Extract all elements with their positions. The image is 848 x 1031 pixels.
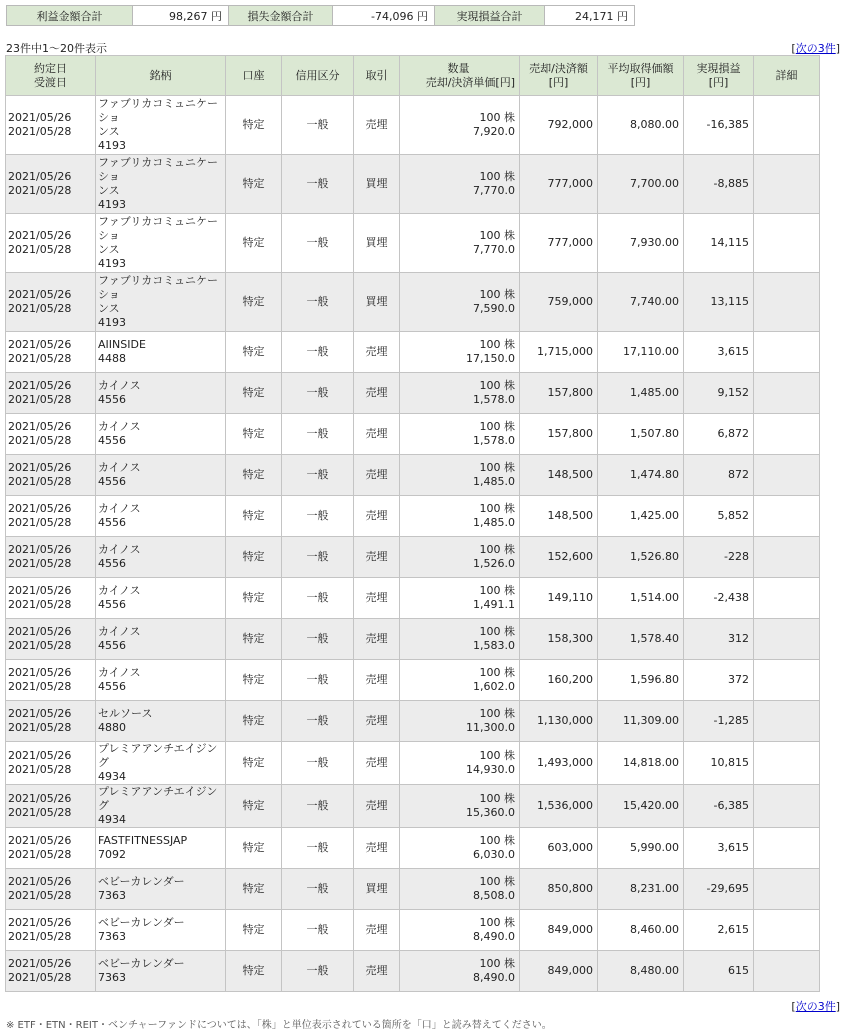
credit-type-cell: 一般 bbox=[282, 455, 354, 496]
avg-cost-cell: 17,110.00 bbox=[598, 332, 684, 373]
avg-cost-cell: 1,578.40 bbox=[598, 619, 684, 660]
security-name-cell: カイノス 4556 bbox=[96, 619, 226, 660]
table-row bbox=[6, 660, 820, 701]
amount-cell: 149,110 bbox=[520, 578, 598, 619]
credit-type-cell: 一般 bbox=[282, 578, 354, 619]
detail-cell bbox=[754, 660, 820, 701]
header-quantity: 数量 売却/決済単価[円] bbox=[400, 56, 520, 96]
security-name-cell: セルソース 4880 bbox=[96, 701, 226, 742]
account-cell: 特定 bbox=[226, 496, 282, 537]
account-cell: 特定 bbox=[226, 455, 282, 496]
quantity-price-cell: 100 株 1,485.0 bbox=[400, 496, 520, 537]
table-row bbox=[6, 537, 820, 578]
credit-type-cell: 一般 bbox=[282, 828, 354, 869]
realized-pl-cell: 3,615 bbox=[684, 332, 754, 373]
realized-pl-cell: 9,152 bbox=[684, 373, 754, 414]
quantity-price-cell: 100 株 1,491.1 bbox=[400, 578, 520, 619]
quantity-price-cell: 100 株 15,360.0 bbox=[400, 785, 520, 828]
security-name-cell: カイノス 4556 bbox=[96, 537, 226, 578]
trade-type-cell: 売埋 bbox=[354, 373, 400, 414]
quantity-price-cell: 100 株 1,578.0 bbox=[400, 414, 520, 455]
detail-cell bbox=[754, 414, 820, 455]
trade-dates-cell: 2021/05/26 2021/05/28 bbox=[6, 414, 96, 455]
avg-cost-cell: 8,460.00 bbox=[598, 910, 684, 951]
trade-dates-cell: 2021/05/26 2021/05/28 bbox=[6, 619, 96, 660]
amount-cell: 603,000 bbox=[520, 828, 598, 869]
account-cell: 特定 bbox=[226, 660, 282, 701]
amount-cell: 158,300 bbox=[520, 619, 598, 660]
realized-pl-cell: 6,872 bbox=[684, 414, 754, 455]
security-name-cell: FASTFITNESSJAP 7092 bbox=[96, 828, 226, 869]
table-row bbox=[6, 496, 820, 537]
quantity-price-cell: 100 株 1,526.0 bbox=[400, 537, 520, 578]
trade-type-cell: 売埋 bbox=[354, 619, 400, 660]
trade-dates-cell: 2021/05/26 2021/05/28 bbox=[6, 373, 96, 414]
avg-cost-cell: 1,514.00 bbox=[598, 578, 684, 619]
amount-cell: 777,000 bbox=[520, 214, 598, 273]
credit-type-cell: 一般 bbox=[282, 951, 354, 992]
account-cell: 特定 bbox=[226, 155, 282, 214]
trade-type-cell: 売埋 bbox=[354, 828, 400, 869]
realized-pl-cell: -8,885 bbox=[684, 155, 754, 214]
security-name-cell: ファブリカコミュニケーショ ンス 4193 bbox=[96, 214, 226, 273]
quantity-price-cell: 100 株 1,602.0 bbox=[400, 660, 520, 701]
amount-cell: 849,000 bbox=[520, 951, 598, 992]
quantity-price-cell: 100 株 8,490.0 bbox=[400, 951, 520, 992]
realized-pl-cell: 10,815 bbox=[684, 742, 754, 785]
detail-cell bbox=[754, 496, 820, 537]
quantity-price-cell: 100 株 1,583.0 bbox=[400, 619, 520, 660]
account-cell: 特定 bbox=[226, 619, 282, 660]
amount-cell: 759,000 bbox=[520, 273, 598, 332]
table-row bbox=[6, 742, 820, 785]
quantity-price-cell: 100 株 8,508.0 bbox=[400, 869, 520, 910]
quantity-price-cell: 100 株 7,770.0 bbox=[400, 214, 520, 273]
detail-cell bbox=[754, 910, 820, 951]
header-credit: 信用区分 bbox=[282, 56, 354, 96]
amount-cell: 148,500 bbox=[520, 496, 598, 537]
detail-cell bbox=[754, 155, 820, 214]
realized-pl-cell: -16,385 bbox=[684, 96, 754, 155]
detail-cell bbox=[754, 869, 820, 910]
detail-cell bbox=[754, 701, 820, 742]
account-cell: 特定 bbox=[226, 214, 282, 273]
table-row bbox=[6, 96, 820, 155]
realized-pl-cell: -6,385 bbox=[684, 785, 754, 828]
net-total-value: 24,171 円 bbox=[545, 6, 635, 26]
detail-cell bbox=[754, 455, 820, 496]
account-cell: 特定 bbox=[226, 96, 282, 155]
credit-type-cell: 一般 bbox=[282, 660, 354, 701]
trade-type-cell: 売埋 bbox=[354, 742, 400, 785]
avg-cost-cell: 15,420.00 bbox=[598, 785, 684, 828]
credit-type-cell: 一般 bbox=[282, 214, 354, 273]
header-avg-cost: 平均取得価額 [円] bbox=[598, 56, 684, 96]
table-row bbox=[6, 273, 820, 332]
trade-dates-cell: 2021/05/26 2021/05/28 bbox=[6, 332, 96, 373]
table-row bbox=[6, 701, 820, 742]
quantity-price-cell: 100 株 1,578.0 bbox=[400, 373, 520, 414]
trade-type-cell: 売埋 bbox=[354, 910, 400, 951]
table-row bbox=[6, 951, 820, 992]
table-row bbox=[6, 828, 820, 869]
trade-dates-cell: 2021/05/26 2021/05/28 bbox=[6, 455, 96, 496]
realized-pl-cell: 13,115 bbox=[684, 273, 754, 332]
trade-dates-cell: 2021/05/26 2021/05/28 bbox=[6, 537, 96, 578]
result-count: 23件中1～20件表示 bbox=[6, 42, 107, 55]
security-name-cell: ベビーカレンダー 7363 bbox=[96, 869, 226, 910]
quantity-price-cell: 100 株 1,485.0 bbox=[400, 455, 520, 496]
avg-cost-cell: 1,474.80 bbox=[598, 455, 684, 496]
quantity-price-cell: 100 株 8,490.0 bbox=[400, 910, 520, 951]
table-row bbox=[6, 455, 820, 496]
trade-type-cell: 売埋 bbox=[354, 660, 400, 701]
trade-dates-cell: 2021/05/26 2021/05/28 bbox=[6, 910, 96, 951]
header-account: 口座 bbox=[226, 56, 282, 96]
header-detail: 詳細 bbox=[754, 56, 820, 96]
quantity-price-cell: 100 株 14,930.0 bbox=[400, 742, 520, 785]
realized-pl-cell: 3,615 bbox=[684, 828, 754, 869]
credit-type-cell: 一般 bbox=[282, 701, 354, 742]
account-cell: 特定 bbox=[226, 701, 282, 742]
avg-cost-cell: 14,818.00 bbox=[598, 742, 684, 785]
amount-cell: 1,536,000 bbox=[520, 785, 598, 828]
pagination-bottom: [次の3件] bbox=[791, 1000, 840, 1013]
security-name-cell: カイノス 4556 bbox=[96, 578, 226, 619]
account-cell: 特定 bbox=[226, 332, 282, 373]
credit-type-cell: 一般 bbox=[282, 332, 354, 373]
detail-cell bbox=[754, 537, 820, 578]
detail-cell bbox=[754, 951, 820, 992]
header-realized-pl: 実現損益 [円] bbox=[684, 56, 754, 96]
footnote: ※ ETF・ETN・REIT・ベンチャーファンドについては、「株」と単位表示されている箇所を「口」と読み替えてください。 bbox=[6, 1020, 552, 1031]
loss-total-value: -74,096 円 bbox=[333, 6, 435, 26]
pagination-top: [次の3件] bbox=[791, 42, 840, 55]
summary-row bbox=[7, 6, 635, 26]
amount-cell: 157,800 bbox=[520, 373, 598, 414]
realized-pl-cell: -2,438 bbox=[684, 578, 754, 619]
security-name-cell: カイノス 4556 bbox=[96, 373, 226, 414]
account-cell: 特定 bbox=[226, 537, 282, 578]
security-name-cell: プレミアアンチエイジング 4934 bbox=[96, 742, 226, 785]
security-name-cell: ファブリカコミュニケーショ ンス 4193 bbox=[96, 96, 226, 155]
security-name-cell: カイノス 4556 bbox=[96, 660, 226, 701]
trade-type-cell: 売埋 bbox=[354, 332, 400, 373]
avg-cost-cell: 1,596.80 bbox=[598, 660, 684, 701]
trade-type-cell: 売埋 bbox=[354, 578, 400, 619]
loss-total-label: 損失金額合計 bbox=[229, 6, 333, 26]
quantity-price-cell: 100 株 11,300.0 bbox=[400, 701, 520, 742]
trade-type-cell: 売埋 bbox=[354, 414, 400, 455]
avg-cost-cell: 7,740.00 bbox=[598, 273, 684, 332]
credit-type-cell: 一般 bbox=[282, 273, 354, 332]
security-name-cell: カイノス 4556 bbox=[96, 455, 226, 496]
security-name-cell: プレミアアンチエイジング 4934 bbox=[96, 785, 226, 828]
profit-total-label: 利益金額合計 bbox=[7, 6, 133, 26]
amount-cell: 1,715,000 bbox=[520, 332, 598, 373]
credit-type-cell: 一般 bbox=[282, 742, 354, 785]
header-trade: 取引 bbox=[354, 56, 400, 96]
detail-cell bbox=[754, 828, 820, 869]
account-cell: 特定 bbox=[226, 273, 282, 332]
account-cell: 特定 bbox=[226, 414, 282, 455]
detail-cell bbox=[754, 214, 820, 273]
avg-cost-cell: 11,309.00 bbox=[598, 701, 684, 742]
credit-type-cell: 一般 bbox=[282, 155, 354, 214]
trade-type-cell: 買埋 bbox=[354, 273, 400, 332]
avg-cost-cell: 7,700.00 bbox=[598, 155, 684, 214]
detail-cell bbox=[754, 273, 820, 332]
avg-cost-cell: 5,990.00 bbox=[598, 828, 684, 869]
table-row bbox=[6, 214, 820, 273]
credit-type-cell: 一般 bbox=[282, 414, 354, 455]
credit-type-cell: 一般 bbox=[282, 619, 354, 660]
avg-cost-cell: 8,080.00 bbox=[598, 96, 684, 155]
trade-type-cell: 売埋 bbox=[354, 96, 400, 155]
trade-dates-cell: 2021/05/26 2021/05/28 bbox=[6, 742, 96, 785]
amount-cell: 148,500 bbox=[520, 455, 598, 496]
realized-pl-cell: -29,695 bbox=[684, 869, 754, 910]
security-name-cell: AIINSIDE 4488 bbox=[96, 332, 226, 373]
summary-table bbox=[6, 5, 635, 26]
table-row bbox=[6, 910, 820, 951]
realized-pl-cell: 2,615 bbox=[684, 910, 754, 951]
trade-type-cell: 売埋 bbox=[354, 455, 400, 496]
trade-dates-cell: 2021/05/26 2021/05/28 bbox=[6, 951, 96, 992]
amount-cell: 157,800 bbox=[520, 414, 598, 455]
amount-cell: 850,800 bbox=[520, 869, 598, 910]
account-cell: 特定 bbox=[226, 910, 282, 951]
header-name: 銘柄 bbox=[96, 56, 226, 96]
table-row bbox=[6, 373, 820, 414]
profit-total-value: 98,267 円 bbox=[133, 6, 229, 26]
amount-cell: 160,200 bbox=[520, 660, 598, 701]
amount-cell: 152,600 bbox=[520, 537, 598, 578]
trade-dates-cell: 2021/05/26 2021/05/28 bbox=[6, 828, 96, 869]
detail-cell bbox=[754, 578, 820, 619]
avg-cost-cell: 1,526.80 bbox=[598, 537, 684, 578]
credit-type-cell: 一般 bbox=[282, 910, 354, 951]
realized-pl-cell: -1,285 bbox=[684, 701, 754, 742]
trade-dates-cell: 2021/05/26 2021/05/28 bbox=[6, 155, 96, 214]
security-name-cell: カイノス 4556 bbox=[96, 414, 226, 455]
account-cell: 特定 bbox=[226, 373, 282, 414]
trade-type-cell: 売埋 bbox=[354, 701, 400, 742]
realized-pl-cell: 14,115 bbox=[684, 214, 754, 273]
credit-type-cell: 一般 bbox=[282, 869, 354, 910]
security-name-cell: カイノス 4556 bbox=[96, 496, 226, 537]
quantity-price-cell: 100 株 7,920.0 bbox=[400, 96, 520, 155]
avg-cost-cell: 8,231.00 bbox=[598, 869, 684, 910]
trade-dates-cell: 2021/05/26 2021/05/28 bbox=[6, 496, 96, 537]
credit-type-cell: 一般 bbox=[282, 785, 354, 828]
header-dates: 約定日 受渡日 bbox=[6, 56, 96, 96]
account-cell: 特定 bbox=[226, 828, 282, 869]
trade-dates-cell: 2021/05/26 2021/05/28 bbox=[6, 701, 96, 742]
table-row bbox=[6, 785, 820, 828]
security-name-cell: ベビーカレンダー 7363 bbox=[96, 910, 226, 951]
trade-dates-cell: 2021/05/26 2021/05/28 bbox=[6, 578, 96, 619]
trade-table-body bbox=[6, 96, 820, 992]
detail-cell bbox=[754, 619, 820, 660]
table-row bbox=[6, 578, 820, 619]
detail-cell bbox=[754, 96, 820, 155]
table-row bbox=[6, 155, 820, 214]
account-cell: 特定 bbox=[226, 578, 282, 619]
security-name-cell: ファブリカコミュニケーショ ンス 4193 bbox=[96, 273, 226, 332]
table-row bbox=[6, 414, 820, 455]
trade-type-cell: 売埋 bbox=[354, 785, 400, 828]
trade-type-cell: 売埋 bbox=[354, 537, 400, 578]
avg-cost-cell: 1,425.00 bbox=[598, 496, 684, 537]
table-row bbox=[6, 869, 820, 910]
credit-type-cell: 一般 bbox=[282, 537, 354, 578]
detail-cell bbox=[754, 785, 820, 828]
account-cell: 特定 bbox=[226, 742, 282, 785]
table-row bbox=[6, 332, 820, 373]
trade-type-cell: 売埋 bbox=[354, 496, 400, 537]
realized-pl-cell: -228 bbox=[684, 537, 754, 578]
detail-cell bbox=[754, 332, 820, 373]
avg-cost-cell: 1,507.80 bbox=[598, 414, 684, 455]
account-cell: 特定 bbox=[226, 785, 282, 828]
trade-dates-cell: 2021/05/26 2021/05/28 bbox=[6, 273, 96, 332]
next-page-link[interactable]: 次の3件 bbox=[795, 42, 836, 55]
amount-cell: 792,000 bbox=[520, 96, 598, 155]
next-page-link-bottom[interactable]: 次の3件 bbox=[795, 1000, 836, 1013]
trade-dates-cell: 2021/05/26 2021/05/28 bbox=[6, 869, 96, 910]
realized-pl-cell: 872 bbox=[684, 455, 754, 496]
security-name-cell: ファブリカコミュニケーショ ンス 4193 bbox=[96, 155, 226, 214]
realized-pl-cell: 372 bbox=[684, 660, 754, 701]
amount-cell: 1,130,000 bbox=[520, 701, 598, 742]
quantity-price-cell: 100 株 7,770.0 bbox=[400, 155, 520, 214]
amount-cell: 777,000 bbox=[520, 155, 598, 214]
trade-type-cell: 売埋 bbox=[354, 951, 400, 992]
trade-type-cell: 買埋 bbox=[354, 155, 400, 214]
table-header-row bbox=[6, 56, 820, 96]
credit-type-cell: 一般 bbox=[282, 373, 354, 414]
table-row bbox=[6, 619, 820, 660]
realized-pl-cell: 5,852 bbox=[684, 496, 754, 537]
trade-dates-cell: 2021/05/26 2021/05/28 bbox=[6, 660, 96, 701]
trade-dates-cell: 2021/05/26 2021/05/28 bbox=[6, 785, 96, 828]
security-name-cell: ベビーカレンダー 7363 bbox=[96, 951, 226, 992]
trade-type-cell: 買埋 bbox=[354, 869, 400, 910]
realized-pl-cell: 312 bbox=[684, 619, 754, 660]
realized-pl-cell: 615 bbox=[684, 951, 754, 992]
quantity-price-cell: 100 株 17,150.0 bbox=[400, 332, 520, 373]
amount-cell: 849,000 bbox=[520, 910, 598, 951]
avg-cost-cell: 7,930.00 bbox=[598, 214, 684, 273]
net-total-label: 実現損益合計 bbox=[435, 6, 545, 26]
trade-dates-cell: 2021/05/26 2021/05/28 bbox=[6, 214, 96, 273]
header-amount: 売却/決済額 [円] bbox=[520, 56, 598, 96]
account-cell: 特定 bbox=[226, 869, 282, 910]
credit-type-cell: 一般 bbox=[282, 496, 354, 537]
avg-cost-cell: 8,480.00 bbox=[598, 951, 684, 992]
detail-cell bbox=[754, 742, 820, 785]
trade-type-cell: 買埋 bbox=[354, 214, 400, 273]
trade-table bbox=[5, 55, 820, 992]
credit-type-cell: 一般 bbox=[282, 96, 354, 155]
detail-cell bbox=[754, 373, 820, 414]
avg-cost-cell: 1,485.00 bbox=[598, 373, 684, 414]
quantity-price-cell: 100 株 7,590.0 bbox=[400, 273, 520, 332]
trade-dates-cell: 2021/05/26 2021/05/28 bbox=[6, 96, 96, 155]
amount-cell: 1,493,000 bbox=[520, 742, 598, 785]
account-cell: 特定 bbox=[226, 951, 282, 992]
quantity-price-cell: 100 株 6,030.0 bbox=[400, 828, 520, 869]
